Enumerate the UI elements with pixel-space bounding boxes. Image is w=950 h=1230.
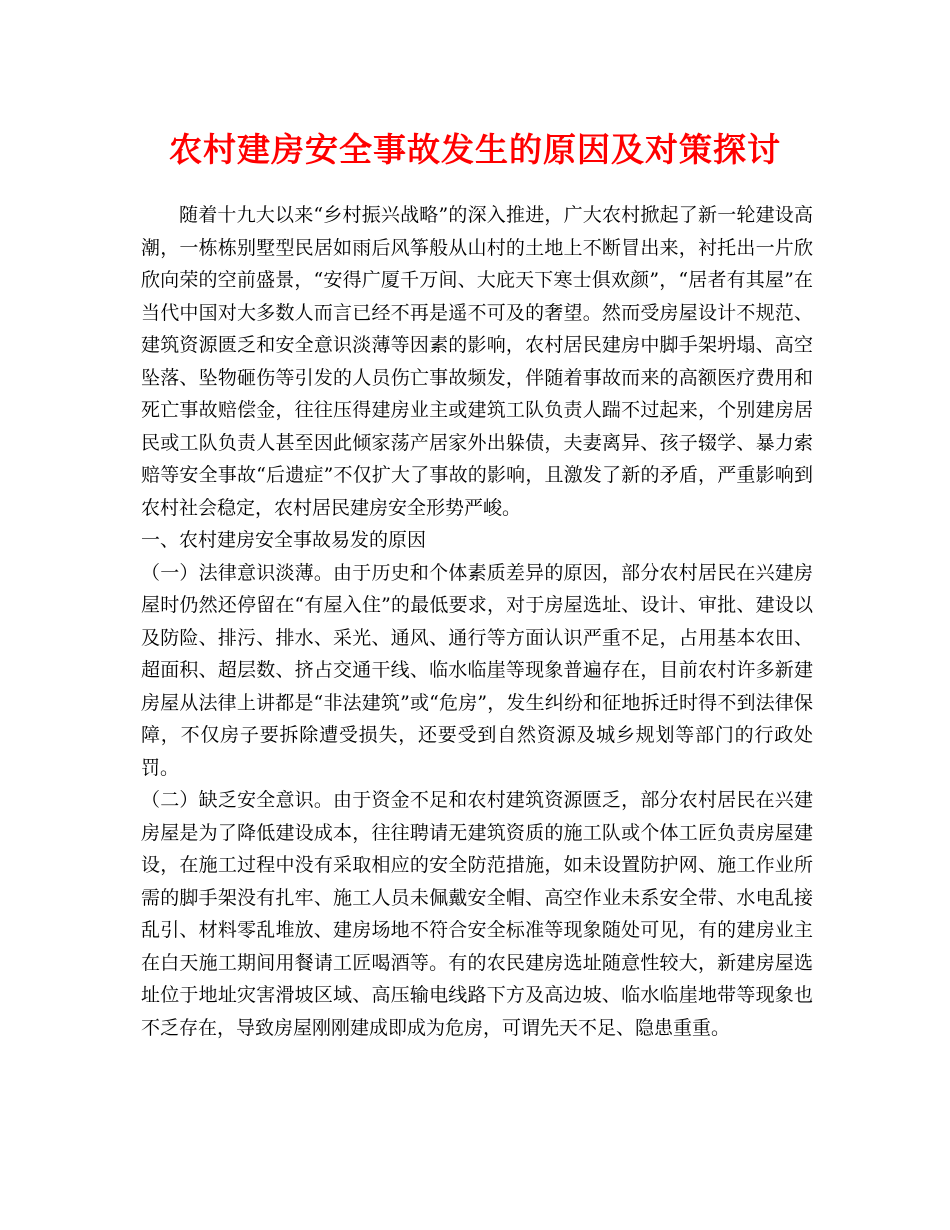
document-title: 农村建房安全事故发生的原因及对策探讨: [169, 130, 781, 169]
paragraph-safety-awareness: （二）缺乏安全意识。由于资金不足和农村建筑资源匮乏，部分农村居民在兴建房屋是为了降低建设成本，往往聘请无建筑资质的施工队或个体工匠负责房屋建设，在施工过程中没有采取相应的安全防范措施，如未设置防护网、施工作业所需的脚手架没有扎牢、施工人员未佩戴安全帽、高空作业未系安全带、水电乱接乱引、材料零乱堆放、建房场地不符合安全标准等现象随处可见，有的建房业主在白天施工期间用餐请工匠喝酒等。有的农民建房选址随意性较大，新建房屋选址位于地址灾害滑坡区域、高压输电线路下方及高边坡、临水临崖地带等现象也不乏存在，导致房屋刚刚建成即成为危房，可谓先天不足、隐患重重。: [141, 789, 813, 1039]
section-heading: 一、农村建房安全事故易发的原因: [141, 529, 427, 551]
document-body: [141, 199, 813, 1044]
paragraph-legal-awareness: （一）法律意识淡薄。由于历史和个体素质差异的原因，部分农村居民在兴建房屋时仍然还停留在“有屋入住”的最低要求，对于房屋选址、设计、审批、建设以及防险、排污、排水、采光、通风、通行等方面认识严重不足，占用基本农田、超面积、超层数、挤占交通干线、临水临崖等现象普遍存在，目前农村许多新建房屋从法律上讲都是“非法建筑”或“危房”，发生纠纷和征地拆迁时得不到法律保障，不仅房子要拆除遭受损失，还要受到自然资源及城乡规划等部门的行政处罚。: [141, 561, 813, 779]
paragraph-intro: 随着十九大以来“乡村振兴战略”的深入推进，广大农村掀起了新一轮建设高潮，一栋栋别墅型民居如雨后风筝般从山村的土地上不断冒出来，衬托出一片欣欣向荣的空前盛景，“安得广厦千万间、大庇天下寒士俱欢颜”，“居者有其屋”在当代中国对大多数人而言已经不再是遥不可及的奢望。然而受房屋设计不规范、建筑资源匮乏和安全意识淡薄等因素的影响，农村居民建房中脚手架坍塌、高空坠落、坠物砸伤等引发的人员伤亡事故频发，伴随着事故而来的高额医疗费用和死亡事故赔偿金，往往压得建房业主或建筑工队负责人踹不过起来，个别建房居民或工队负责人甚至因此倾家荡产居家外出躲债，夫妻离异、孩子辍学、暴力索赔等安全事故“后遗症”不仅扩大了事故的影响，且激发了新的矛盾，严重影响到农村社会稳定，农村居民建房安全形势严峻。: [141, 204, 813, 519]
